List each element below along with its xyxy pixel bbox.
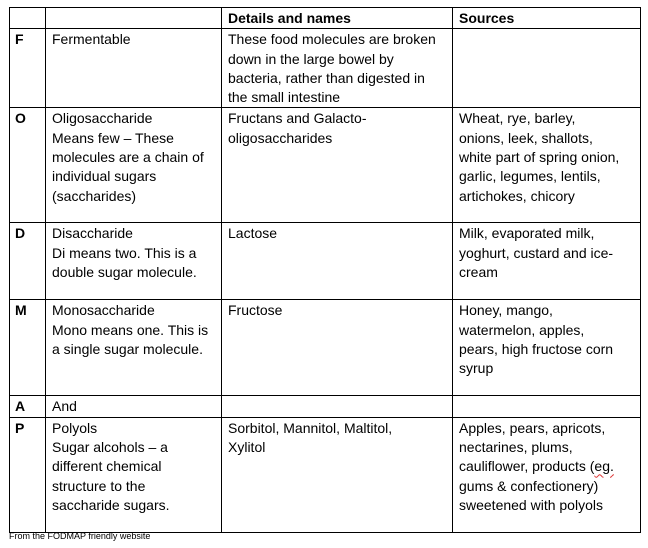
cell-line: gums & confectionery) xyxy=(459,477,599,494)
cell-line: Sugar alcohols – a xyxy=(52,439,168,456)
term-cell xyxy=(46,396,222,417)
sources-cell xyxy=(453,108,641,223)
cell-line: Fructose xyxy=(228,302,283,319)
cell-line: (saccharides) xyxy=(52,187,137,204)
cell-line: Honey, mango, xyxy=(459,302,553,319)
term-cell xyxy=(46,223,222,300)
cell-line: cauliflower, products (eg. xyxy=(459,458,614,475)
row-letter: D xyxy=(10,223,46,300)
cell-line: nectarines, plums, xyxy=(459,439,573,456)
row-letter: F xyxy=(10,29,46,108)
cell-line: cream xyxy=(459,264,498,281)
header-letter-cell xyxy=(10,8,46,29)
details-cell xyxy=(222,223,453,300)
cell-line: Milk, evaporated milk, xyxy=(459,225,595,242)
cell-line: Means few – These xyxy=(52,129,174,146)
cell-line: molecules are a chain of xyxy=(52,149,204,166)
cell-line: artichokes, chicory xyxy=(459,187,575,204)
cell-line: yoghurt, custard and ice- xyxy=(459,244,614,261)
table-row xyxy=(10,29,641,108)
cell-line: Disaccharide xyxy=(52,225,133,242)
source-footnote: From the FODMAP friendly website xyxy=(9,531,151,541)
cell-line: sweetened with polyols xyxy=(459,496,603,513)
sources-cell xyxy=(453,29,641,108)
cell-line: white part of spring onion, xyxy=(459,149,620,166)
cell-line: oligosaccharides xyxy=(228,129,333,146)
cell-line: Oligosaccharide xyxy=(52,110,153,127)
fodmap-table xyxy=(9,7,641,533)
cell-line: pears, high fructose corn xyxy=(459,341,614,358)
term-cell xyxy=(46,300,222,396)
cell-line: Mono means one. This is xyxy=(52,321,209,338)
spellcheck-marked-word: eg. xyxy=(594,458,614,475)
details-cell xyxy=(222,396,453,417)
header-details: Details and names xyxy=(222,8,453,29)
header-sources: Sources xyxy=(453,8,641,29)
cell-line: structure to the xyxy=(52,477,146,494)
cell-line: These food molecules are broken xyxy=(228,31,436,48)
table-row xyxy=(10,396,641,417)
cell-line: Monosaccharide xyxy=(52,302,155,319)
header-row xyxy=(10,8,641,29)
cell-line: And xyxy=(52,398,77,415)
cell-line: Fructans and Galacto- xyxy=(228,110,367,127)
cell-line: bacteria, rather than digested in xyxy=(228,69,425,86)
table-row xyxy=(10,223,641,300)
row-letter: A xyxy=(10,396,46,417)
header-term-cell xyxy=(46,8,222,29)
cell-line: onions, leek, shallots, xyxy=(459,129,593,146)
cell-line: syrup xyxy=(459,360,494,377)
table-row xyxy=(10,300,641,396)
cell-line: different chemical xyxy=(52,458,162,475)
term-cell xyxy=(46,108,222,223)
term-cell xyxy=(46,29,222,108)
term-cell xyxy=(46,417,222,532)
cell-line: the small intestine xyxy=(228,89,341,106)
details-cell xyxy=(222,300,453,396)
cell-line: Polyols xyxy=(52,419,98,436)
cell-line: individual sugars xyxy=(52,168,157,185)
cell-line: Xylitol xyxy=(228,439,266,456)
row-letter: O xyxy=(10,108,46,223)
table-row xyxy=(10,417,641,532)
sources-cell xyxy=(453,223,641,300)
cell-line: a single sugar molecule. xyxy=(52,341,203,358)
details-cell xyxy=(222,108,453,223)
cell-line: garlic, legumes, lentils, xyxy=(459,168,601,185)
cell-line: Wheat, rye, barley, xyxy=(459,110,576,127)
cell-line: watermelon, apples, xyxy=(459,321,585,338)
sources-cell xyxy=(453,300,641,396)
table-row xyxy=(10,108,641,223)
cell-line: Fermentable xyxy=(52,31,131,48)
cell-line: Di means two. This is a xyxy=(52,244,197,261)
cell-line: saccharide sugars. xyxy=(52,496,170,513)
cell-line: Lactose xyxy=(228,225,278,242)
cell-line: Apples, pears, apricots, xyxy=(459,419,606,436)
row-letter: P xyxy=(10,417,46,532)
row-letter: M xyxy=(10,300,46,396)
sources-cell xyxy=(453,417,641,532)
details-cell xyxy=(222,417,453,532)
sources-cell xyxy=(453,396,641,417)
details-cell xyxy=(222,29,453,108)
cell-line: Sorbitol, Mannitol, Maltitol, xyxy=(228,419,393,436)
cell-line: down in the large bowel by xyxy=(228,50,394,67)
cell-line: double sugar molecule. xyxy=(52,264,197,281)
